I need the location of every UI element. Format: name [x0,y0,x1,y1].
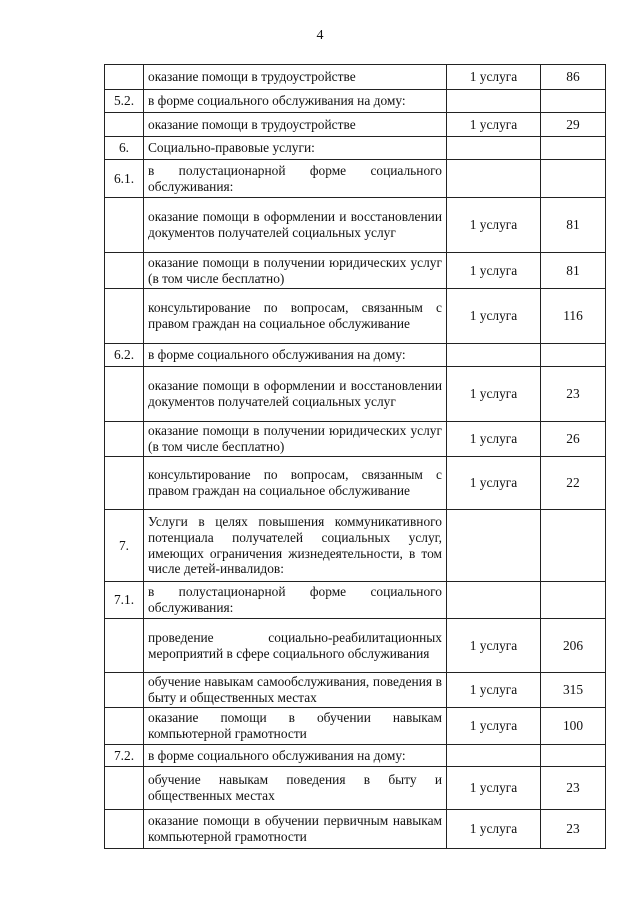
service-description: в форме социального обслуживания на дому: [144,344,447,367]
service-description: оказание помощи в получении юридических услуг (в том числе бесплатно) [144,422,447,457]
row-number: 7.2. [105,745,144,767]
service-unit [447,137,541,160]
service-value: 23 [541,367,606,422]
service-description: в форме социального обслуживания на дому: [144,745,447,767]
service-description: в форме социального обслуживания на дому: [144,90,447,113]
table-row [105,619,606,673]
row-number [105,367,144,422]
table-row [105,198,606,253]
row-number [105,65,144,90]
service-description: оказание помощи в трудоустройстве [144,113,447,137]
service-unit: 1 услуга [447,619,541,673]
service-unit: 1 услуга [447,367,541,422]
service-unit [447,344,541,367]
row-number: 7.1. [105,582,144,619]
row-number: 7. [105,510,144,582]
row-number [105,289,144,344]
service-value: 81 [541,198,606,253]
service-description: Социально-правовые услуги: [144,137,447,160]
service-unit: 1 услуга [447,767,541,810]
row-number [105,198,144,253]
service-unit: 1 услуга [447,65,541,90]
table-row [105,90,606,113]
service-unit: 1 услуга [447,198,541,253]
table-row [105,344,606,367]
service-unit: 1 услуга [447,810,541,849]
table-row [105,582,606,619]
table-row [105,767,606,810]
row-number [105,708,144,745]
page-number: 4 [316,28,324,43]
row-number: 5.2. [105,90,144,113]
service-unit: 1 услуга [447,708,541,745]
table-row [105,510,606,582]
service-value [541,160,606,198]
service-description: обучение навыкам самообслуживания, поведения в быту и общественных местах [144,673,447,708]
table-row [105,810,606,849]
service-value: 315 [541,673,606,708]
service-description: обучение навыкам поведения в быту и общественных местах [144,767,447,810]
service-description: в полустационарной форме социального обслуживания: [144,582,447,619]
service-value [541,90,606,113]
table-row [105,673,606,708]
table-row [105,65,606,90]
service-description: оказание помощи в обучении навыкам компьютерной грамотности [144,708,447,745]
table-row [105,708,606,745]
service-description: проведение социально-реабилитационных мероприятий в сфере социального обслуживания [144,619,447,673]
table-row [105,253,606,289]
row-number [105,457,144,510]
service-unit: 1 услуга [447,457,541,510]
service-description: консультирование по вопросам, связанным с правом граждан на социальное обслуживание [144,457,447,510]
row-number [105,253,144,289]
table-row [105,160,606,198]
service-description: оказание помощи в обучении первичным навыкам компьютерной грамотности [144,810,447,849]
service-value [541,137,606,160]
service-value: 100 [541,708,606,745]
service-value: 23 [541,810,606,849]
table-row [105,367,606,422]
service-value: 22 [541,457,606,510]
row-number: 6.1. [105,160,144,198]
service-description: в полустационарной форме социального обслуживания: [144,160,447,198]
row-number: 6.2. [105,344,144,367]
service-value [541,582,606,619]
service-description: оказание помощи в оформлении и восстановлении документов получателей социальных услуг [144,198,447,253]
service-description: Услуги в целях повышения коммуникативного потенциала получателей социальных услуг, имеющих ограничения жизнедеятельности, в том числе детей-инвалидов: [144,510,447,582]
service-value [541,510,606,582]
table-row [105,457,606,510]
table-row [105,137,606,160]
service-unit: 1 услуга [447,289,541,344]
service-value: 29 [541,113,606,137]
services-table [104,64,606,849]
service-unit [447,582,541,619]
table-row [105,289,606,344]
service-unit [447,510,541,582]
service-unit [447,90,541,113]
service-value: 86 [541,65,606,90]
service-description: консультирование по вопросам, связанным с правом граждан на социальное обслуживание [144,289,447,344]
table-row [105,113,606,137]
service-unit [447,745,541,767]
service-unit [447,160,541,198]
service-value: 23 [541,767,606,810]
service-description: оказание помощи в оформлении и восстановлении документов получателей социальных услуг [144,367,447,422]
row-number [105,619,144,673]
row-number [105,673,144,708]
service-value: 206 [541,619,606,673]
service-description: оказание помощи в получении юридических услуг (в том числе бесплатно) [144,253,447,289]
service-unit: 1 услуга [447,422,541,457]
table-row [105,422,606,457]
service-value: 81 [541,253,606,289]
row-number: 6. [105,137,144,160]
service-unit: 1 услуга [447,113,541,137]
service-unit: 1 услуга [447,673,541,708]
service-unit: 1 услуга [447,253,541,289]
service-value [541,745,606,767]
service-value: 26 [541,422,606,457]
row-number [105,767,144,810]
service-value: 116 [541,289,606,344]
row-number [105,422,144,457]
row-number [105,810,144,849]
row-number [105,113,144,137]
table-row [105,745,606,767]
service-value [541,344,606,367]
service-description: оказание помощи в трудоустройстве [144,65,447,90]
